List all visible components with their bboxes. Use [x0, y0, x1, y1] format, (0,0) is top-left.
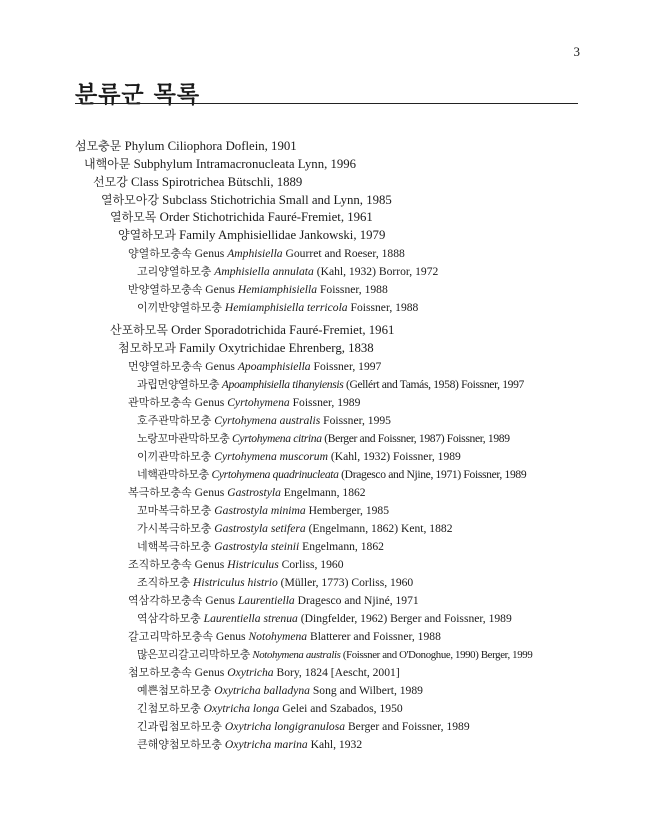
- korean-name: 관막하모충속: [128, 396, 192, 409]
- korean-name: 조직하모충속: [128, 558, 192, 571]
- taxon-authority: Song and Wilbert, 1989: [312, 684, 423, 697]
- taxon-authority: Kahl, 1932: [310, 738, 363, 751]
- title-rule: [75, 103, 578, 104]
- taxon-authority: Jankowski, 1979: [299, 228, 386, 242]
- korean-name: 역삼각하모충속: [128, 594, 203, 607]
- taxon-rank: Subclass: [162, 193, 207, 207]
- taxon-name: Gastrostyla steinii: [214, 540, 300, 553]
- taxon-authority: Berger and Foissner, 1989: [347, 720, 470, 733]
- taxon-name: Notohymena australis: [252, 649, 341, 661]
- taxon-entry-genus: [128, 557, 344, 573]
- taxon-rank: Genus: [194, 396, 225, 409]
- taxon-entry-class: [93, 174, 302, 190]
- taxon-entry-genus: [128, 485, 366, 501]
- korean-name: 예쁜첨모하모충: [137, 684, 212, 697]
- taxon-name: Ciliophora: [167, 139, 223, 153]
- taxon-rank: Class: [130, 175, 159, 189]
- korean-name: 산포하모목: [110, 323, 168, 337]
- korean-name: 조직하모충: [137, 576, 191, 589]
- taxon-entry-order: [110, 209, 373, 225]
- taxon-authority: Foissner, 1989: [292, 396, 361, 409]
- korean-name: 갈고리막하모충속: [128, 630, 214, 643]
- taxon-entry-order: [110, 322, 394, 338]
- taxon-entry-genus: [128, 629, 441, 645]
- korean-name: 긴첨모하모충: [137, 702, 201, 715]
- taxon-name: Amphisiella: [227, 247, 283, 260]
- taxon-entry-species: [137, 737, 362, 753]
- taxon-entry-family: [118, 227, 385, 243]
- taxon-entry-genus: [128, 359, 381, 375]
- taxon-entry-species: [137, 503, 389, 519]
- taxon-authority: (Kahl, 1932) Borror, 1972: [316, 265, 439, 278]
- korean-name: 복극하모충속: [128, 486, 192, 499]
- taxon-authority: Foissner, 1988: [319, 283, 388, 296]
- taxon-entry-species: [137, 413, 391, 429]
- korean-name: 양열하모충속: [128, 247, 192, 260]
- taxon-name: Cyrtohymena quadrinucleata: [211, 468, 339, 481]
- taxon-authority: (Dragesco and Njine, 1971) Foissner, 1989: [341, 468, 527, 481]
- korean-name: 큰해양첨모하모충: [137, 738, 223, 751]
- taxon-name: Stichotrichida: [192, 210, 265, 224]
- korean-name: 많은꼬리갈고리막하모충: [137, 648, 251, 661]
- taxon-name: Oxytricha balladyna: [214, 684, 310, 697]
- korean-name: 먼양열하모충속: [128, 360, 203, 373]
- taxon-entry-subphylum: [84, 156, 356, 172]
- taxon-rank: Family: [179, 341, 216, 355]
- taxon-entry-subclass: [101, 192, 392, 208]
- korean-name: 호주관막하모충: [137, 414, 212, 427]
- korean-name: 열하모아강: [101, 193, 159, 207]
- taxon-authority: (Kahl, 1932) Foissner, 1989: [330, 450, 461, 463]
- taxon-name: Laurentiella: [237, 594, 295, 607]
- taxon-name: Hemiamphisiella: [237, 283, 318, 296]
- taxon-authority: (Dingfelder, 1962) Berger and Foissner, 1989: [300, 612, 512, 625]
- korean-name: 노랑꼬마관막하모충: [137, 432, 230, 445]
- taxon-authority: Engelmann, 1862: [302, 540, 384, 553]
- korean-name: 내핵아문: [84, 157, 131, 171]
- taxon-entry-species: [137, 431, 510, 447]
- korean-name: 선모강: [93, 175, 128, 189]
- taxon-name: Intramacronucleata: [195, 157, 295, 171]
- taxon-authority: Bütschli, 1889: [227, 175, 303, 189]
- taxon-authority: Small and Lynn, 1985: [278, 193, 392, 207]
- taxon-rank: Genus: [194, 486, 225, 499]
- taxon-entry-species: [137, 521, 453, 537]
- taxon-authority: Corliss, 1960: [281, 558, 344, 571]
- korean-name: 섬모충문: [75, 139, 122, 153]
- taxon-name: Oxytrichidae: [218, 341, 286, 355]
- korean-name: 첨모하모충속: [128, 666, 192, 679]
- taxon-rank: Subphylum: [133, 157, 193, 171]
- taxon-name: Gastrostyla setifera: [214, 522, 306, 535]
- taxon-authority: Gelei and Szabados, 1950: [282, 702, 403, 715]
- korean-name: 긴과립첨모하모충: [137, 720, 223, 733]
- taxon-authority: (Engelmann, 1862) Kent, 1882: [308, 522, 453, 535]
- taxon-entry-phylum: [75, 138, 297, 154]
- taxon-name: Cyrtohymena: [227, 396, 290, 409]
- taxon-name: Cyrtohymena citrina: [232, 432, 322, 445]
- taxon-entry-family: [118, 340, 374, 356]
- taxon-name: Stichotrichia: [210, 193, 276, 207]
- taxon-authority: Foissner, 1995: [323, 414, 391, 427]
- taxon-name: Hemiamphisiella terricola: [224, 301, 348, 314]
- korean-name: 과립먼양열하모충: [137, 378, 220, 391]
- taxon-rank: Order: [171, 323, 202, 337]
- taxon-authority: Lynn, 1996: [297, 157, 357, 171]
- taxon-name: Oxytricha: [227, 666, 274, 679]
- korean-name: 반양열하모충속: [128, 283, 203, 296]
- taxon-entry-species: [137, 377, 524, 393]
- taxon-entry-species: [137, 264, 438, 280]
- taxon-entry-species: [137, 300, 418, 316]
- korean-name: 이끼관막하모충: [137, 450, 212, 463]
- taxon-name: Histriculus histrio: [193, 576, 278, 589]
- taxon-authority: Gourret and Roeser, 1888: [285, 247, 405, 260]
- taxon-entry-genus: [128, 282, 388, 298]
- taxon-entry-species: [137, 683, 423, 699]
- taxon-name: Oxytricha longigranulosa: [224, 720, 346, 733]
- korean-name: 꼬마복극하모충: [137, 504, 212, 517]
- taxon-name: Histriculus: [227, 558, 279, 571]
- taxon-rank: Genus: [205, 283, 235, 296]
- korean-name: 열하모목: [110, 210, 157, 224]
- taxon-name: Amphisiella annulata: [214, 265, 314, 278]
- taxon-authority: Fauré-Fremiet, 1961: [289, 323, 395, 337]
- taxon-rank: Genus: [194, 247, 225, 260]
- taxon-rank: Genus: [194, 666, 225, 679]
- page-number: 3: [573, 44, 580, 59]
- taxon-name: Sporadotrichida: [204, 323, 286, 337]
- taxon-authority: (Berger and Foissner, 1987) Foissner, 1989: [324, 432, 510, 445]
- taxon-rank: Genus: [194, 558, 225, 571]
- taxon-name: Notohymena: [248, 630, 308, 643]
- taxon-rank: Genus: [205, 594, 235, 607]
- taxon-name: Oxytricha marina: [224, 738, 308, 751]
- taxon-name: Apoamphisiella: [237, 360, 311, 373]
- taxon-authority: (Müller, 1773) Corliss, 1960: [280, 576, 414, 589]
- korean-name: 네핵관막하모충: [137, 468, 209, 481]
- taxon-authority: (Foissner and O'Donoghue, 1990) Berger, 1999: [342, 649, 533, 661]
- taxon-name: Gastrostyla: [227, 486, 281, 499]
- taxon-entry-species: [137, 575, 413, 591]
- korean-name: 양열하모과: [118, 228, 176, 242]
- taxon-entry-genus: [128, 593, 419, 609]
- taxon-rank: Family: [179, 228, 216, 242]
- taxon-authority: Doflein, 1901: [225, 139, 297, 153]
- taxon-entry-species: [137, 539, 384, 555]
- taxon-authority: Blatterer and Foissner, 1988: [309, 630, 441, 643]
- taxon-rank: Genus: [215, 630, 246, 643]
- korean-name: 첨모하모과: [118, 341, 176, 355]
- taxon-authority: (Gellért and Tamás, 1958) Foissner, 1997: [345, 378, 524, 391]
- taxon-entry-species: [137, 611, 512, 627]
- taxon-name: Spirotrichea: [161, 175, 225, 189]
- korean-name: 네핵복극하모충: [137, 540, 212, 553]
- taxon-authority: Ehrenberg, 1838: [288, 341, 374, 355]
- taxon-name: Amphisiellidae: [217, 228, 297, 242]
- taxon-authority: Dragesco and Njiné, 1971: [297, 594, 419, 607]
- taxon-authority: Foissner, 1988: [350, 301, 419, 314]
- taxon-authority: Fauré-Fremiet, 1961: [267, 210, 373, 224]
- taxon-name: Cyrtohymena muscorum: [214, 450, 328, 463]
- taxon-entry-species: [137, 701, 403, 717]
- taxon-name: Oxytricha longa: [203, 702, 280, 715]
- korean-name: 이끼반양열하모충: [137, 301, 223, 314]
- taxon-name: Apoamphisiella tihanyiensis: [221, 378, 344, 391]
- taxon-entry-species: [137, 719, 470, 735]
- taxon-entry-genus: [128, 395, 360, 411]
- taxon-entry-species: [137, 467, 526, 483]
- taxon-name: Gastrostyla minima: [214, 504, 306, 517]
- page-title: 분류군 목록: [75, 82, 201, 108]
- taxon-authority: Hemberger, 1985: [308, 504, 390, 517]
- korean-name: 고리양열하모충: [137, 265, 212, 278]
- taxon-name: Laurentiella strenua: [203, 612, 298, 625]
- taxon-rank: Order: [159, 210, 190, 224]
- taxon-entry-genus: [128, 246, 405, 262]
- korean-name: 역삼각하모충: [137, 612, 201, 625]
- taxon-name: Cyrtohymena australis: [214, 414, 321, 427]
- taxon-entry-genus: [128, 665, 400, 681]
- taxon-entry-species: [137, 449, 461, 465]
- korean-name: 가시복극하모충: [137, 522, 212, 535]
- taxon-authority: Engelmann, 1862: [283, 486, 366, 499]
- taxon-authority: Bory, 1824 [Aescht, 2001]: [276, 666, 400, 679]
- taxon-rank: Genus: [205, 360, 235, 373]
- taxon-entry-species: [137, 647, 532, 663]
- taxon-rank: Phylum: [124, 139, 165, 153]
- taxon-authority: Foissner, 1997: [313, 360, 382, 373]
